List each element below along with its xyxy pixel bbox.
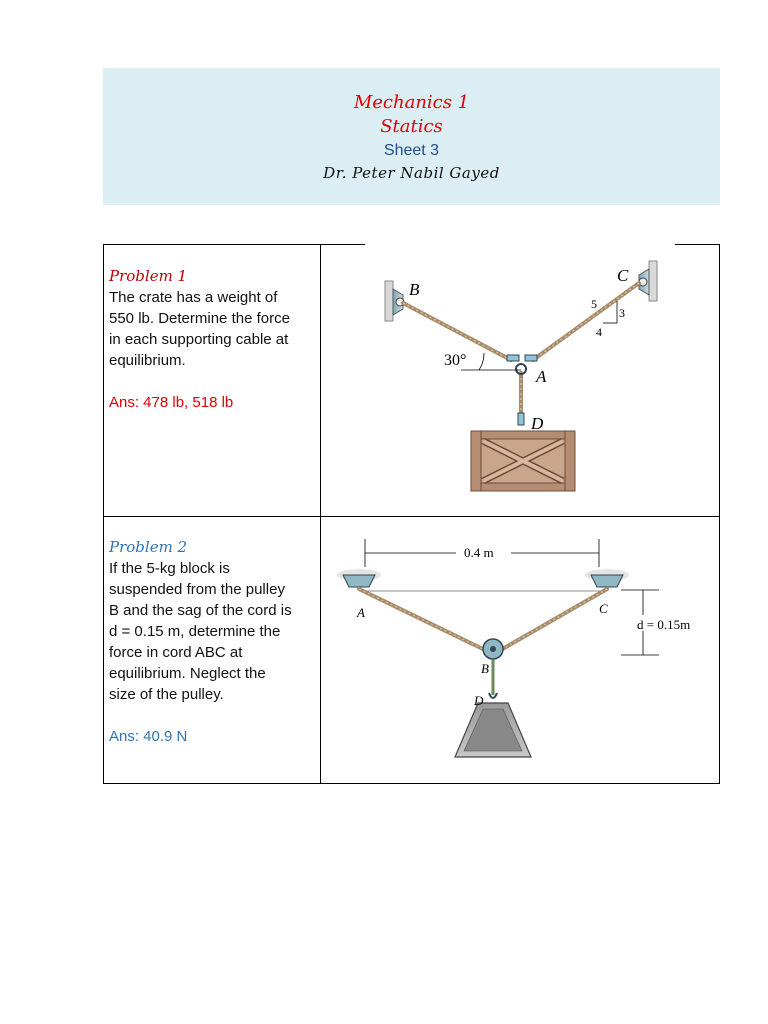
author-name: Dr. Peter Nabil Gayed [323,164,500,182]
problem-2-heading: Problem 2 [109,538,188,556]
label-angle: 30° [444,352,467,369]
problem-2-line: d = 0.15 m, determine the [109,623,281,640]
support-a [337,569,381,587]
crate [471,431,575,491]
problem-2-figure [321,517,719,783]
problem-1-line: in each supporting cable at [109,331,289,348]
problem-2-line: force in cord ABC at [109,644,243,661]
label-slope-5: 5 [591,297,597,311]
problem-2-line: B and the sag of the cord is [109,602,292,619]
sheet-number: Sheet 3 [383,142,440,159]
problem-2-line: If the 5-kg block is [109,560,230,577]
label-b: B [409,280,420,299]
label-span: 0.4 m [464,545,494,560]
cables [403,283,639,423]
problem-2-text [109,537,317,747]
label-c: C [617,266,629,285]
support-c [585,569,629,587]
problem-1-figure [321,245,719,516]
angle-arc [479,353,484,370]
label-sag: d = 0.15m [637,617,691,632]
problem-1-answer: Ans: 478 lb, 518 lb [109,394,234,411]
label-slope-4: 4 [596,325,602,339]
label-a: A [536,367,547,386]
course-title: Mechanics 1 [353,92,470,113]
wall-support-c [639,261,657,301]
label-d: D [474,693,484,708]
problem-2-line: suspended from the pulley [109,581,285,598]
problem-1-heading: Problem 1 [109,267,188,285]
label-b: B [481,661,489,676]
label-c: C [599,601,608,616]
wall-support-b [385,281,404,321]
subject-title: Statics [380,116,443,137]
problem-2-line: equilibrium. Neglect the [109,665,266,682]
label-slope-3: 3 [619,306,625,320]
problem-2-line: size of the pulley. [109,686,224,703]
problem-1-line: equilibrium. [109,352,186,369]
label-d: D [531,414,544,433]
sheet-header [103,68,720,205]
problem-1-text [109,266,317,413]
problem-1-line: The crate has a weight of [109,289,278,306]
label-a: A [357,605,365,620]
problem-1-line: 550 lb. Determine the force [109,310,290,327]
block [455,703,531,757]
problem-2-answer: Ans: 40.9 N [109,728,188,745]
cord-abc [359,589,607,651]
